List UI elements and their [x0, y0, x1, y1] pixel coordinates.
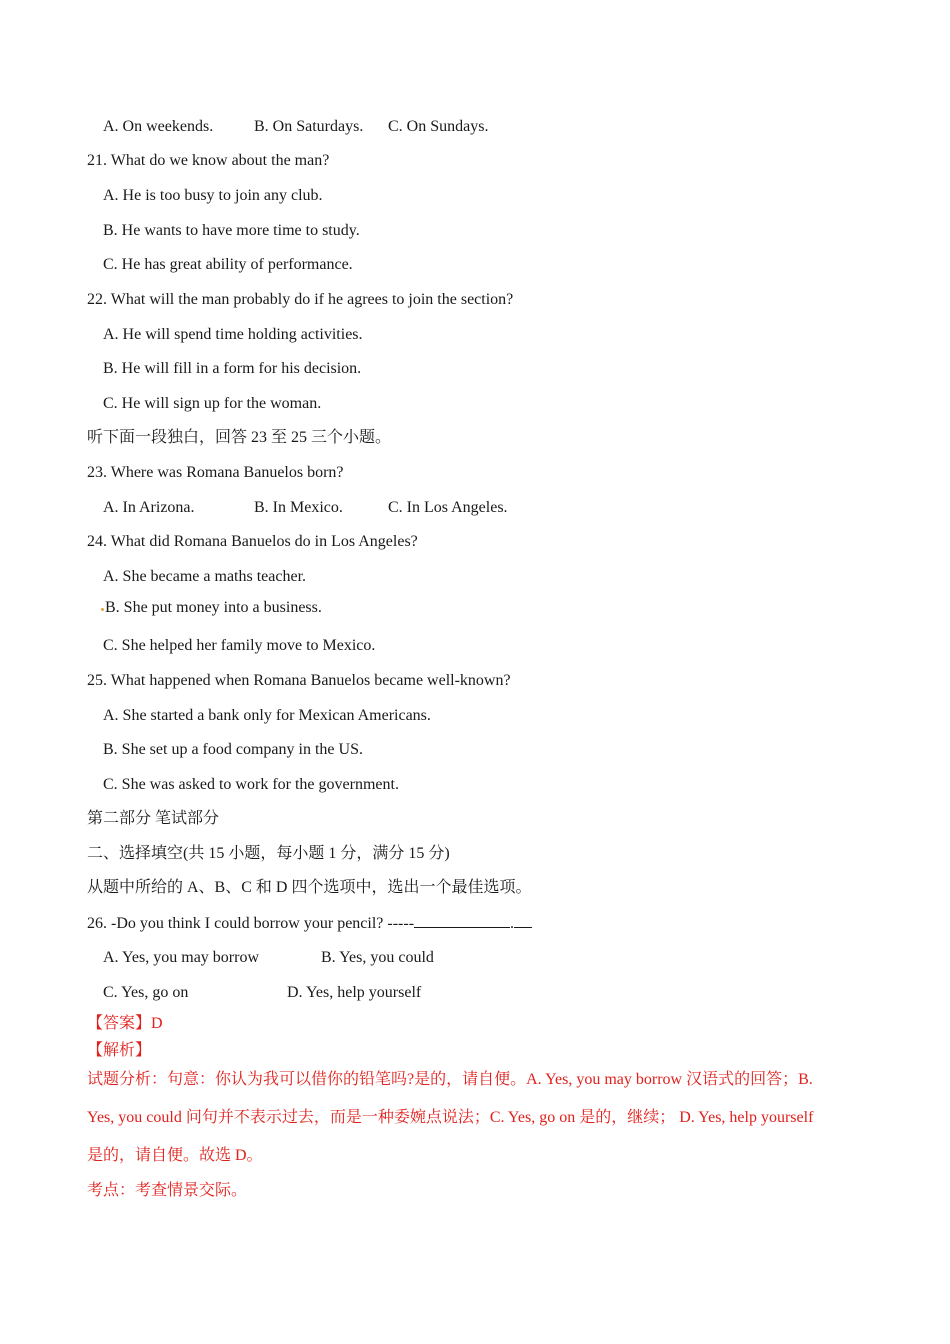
q24-option-c: C. She helped her family move to Mexico. — [103, 637, 376, 654]
q25-option-a: A. She started a bank only for Mexican Americans. — [103, 707, 431, 724]
q20-option-c: C. On Sundays. — [388, 118, 489, 135]
q24-question: 24. What did Romana Banuelos do in Los Angeles? — [87, 533, 418, 550]
q26-question-period: . — [510, 915, 515, 932]
q23-option-a: A. In Arizona. — [103, 499, 195, 516]
answer-label: 【答案】D — [87, 1015, 163, 1032]
q21-question: 21. What do we know about the man? — [87, 152, 330, 169]
q22-option-b: B. He will fill in a form for his decision. — [103, 360, 362, 377]
kaodian-line: 考点：考查情景交际。 — [87, 1182, 248, 1199]
section2-title: 二、选择填空(共 15 小题，每小题 1 分，满分 15 分) — [87, 845, 450, 862]
q23-option-c: C. In Los Angeles. — [388, 499, 508, 516]
q20-option-a: A. On weekends. — [103, 118, 214, 135]
section2-instruction: 从题中所给的 A、B、C 和 D 四个选项中，选出一个最佳选项。 — [87, 879, 532, 896]
q22-option-c: C. He will sign up for the woman. — [103, 395, 322, 412]
q24-option-a: A. She became a maths teacher. — [103, 568, 307, 585]
answer-blank — [414, 913, 510, 928]
q20-option-b: B. On Saturdays. — [254, 118, 364, 135]
q23-question: 23. Where was Romana Banuelos born? — [87, 464, 344, 481]
q25-option-b: B. She set up a food company in the US. — [103, 741, 363, 758]
q21-option-c: C. He has great ability of performance. — [103, 256, 353, 273]
q25-option-c: C. She was asked to work for the government. — [103, 776, 399, 793]
q21-option-a: A. He is too busy to join any club. — [103, 187, 323, 204]
answer-blank-tail — [514, 913, 532, 928]
q26-question — [87, 913, 532, 934]
q22-question: 22. What will the man probably do if he agrees to join the section? — [87, 291, 514, 308]
q21-option-b: B. He wants to have more time to study. — [103, 222, 360, 239]
q26-option-c: C. Yes, go on — [103, 984, 189, 1001]
stray-mark — [101, 608, 104, 611]
q25-question: 25. What happened when Romana Banuelos became well-known? — [87, 672, 511, 689]
q23-option-b: B. In Mexico. — [254, 499, 343, 516]
q22-option-a: A. He will spend time holding activities. — [103, 326, 363, 343]
analysis-line-1: 试题分析：句意：你认为我可以借你的铅笔吗?是的，请自便。A. Yes, you may borrow 汉语式的回答；B. — [87, 1071, 813, 1088]
analysis-label: 【解析】 — [87, 1042, 152, 1059]
q26-option-b: B. Yes, you could — [321, 949, 434, 966]
part2-title: 第二部分 笔试部分 — [87, 810, 220, 827]
q26-question-text: 26. -Do you think I could borrow your pencil? ----- — [87, 915, 415, 932]
q26-option-d: D. Yes, help yourself — [287, 984, 422, 1001]
q24-option-b: B. She put money into a business. — [105, 599, 322, 616]
monologue-instruction: 听下面一段独白，回答 23 至 25 三个小题。 — [87, 429, 392, 446]
analysis-line-3: 是的，请自便。故选 D。 — [87, 1147, 263, 1164]
q26-option-a: A. Yes, you may borrow — [103, 949, 259, 966]
analysis-line-2: Yes, you could 问句并不表示过去，而是一种委婉点说法；C. Yes, go on 是的，继续； D. Yes, help yourself — [87, 1109, 814, 1126]
